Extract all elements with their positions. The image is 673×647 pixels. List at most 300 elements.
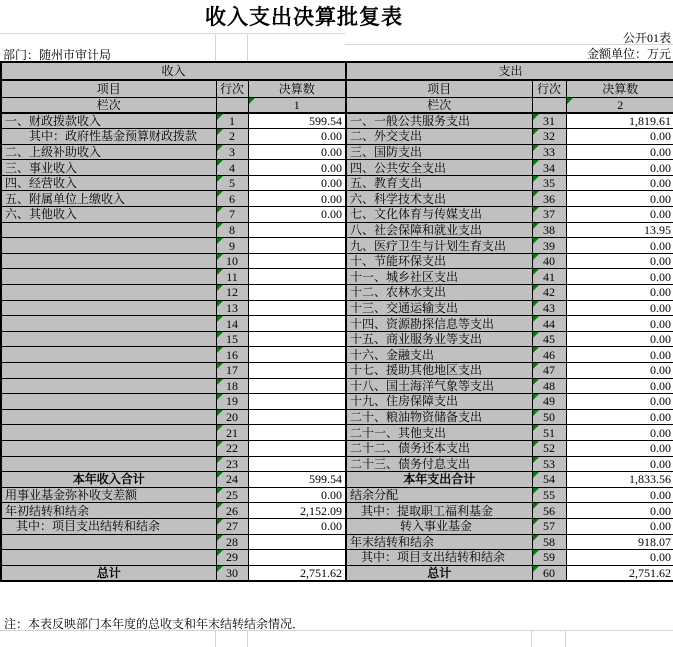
expense-value-cell[interactable]: 0.00 [566, 440, 673, 456]
income-lanci-blank[interactable] [216, 98, 248, 114]
table-row [1, 472, 673, 488]
income-item-cell[interactable] [1, 394, 216, 410]
income-item-cell[interactable]: 总计 [1, 565, 216, 581]
expense-value-cell[interactable]: 0.00 [566, 550, 673, 566]
error-indicator-icon [533, 488, 539, 494]
income-item-cell[interactable]: 用事业基金弥补收支差额 [1, 487, 216, 503]
expense-item-cell[interactable]: 十五、商业服务业等支出 [346, 331, 532, 347]
expense-rowno-cell[interactable]: 55 [532, 487, 566, 503]
table-row [1, 160, 673, 176]
income-item-cell[interactable] [1, 409, 216, 425]
income-item-cell[interactable]: 二、上级补助收入 [1, 144, 216, 160]
table-row [1, 191, 673, 207]
income-value-cell[interactable]: 0.00 [248, 191, 346, 207]
expense-value-cell[interactable]: 0.00 [566, 425, 673, 441]
error-indicator-icon [533, 363, 539, 369]
income-value-cell[interactable] [248, 440, 346, 456]
table-row [1, 316, 673, 332]
expense-item-cell[interactable]: 二十三、债务付息支出 [346, 456, 532, 472]
income-item-cell[interactable] [1, 378, 216, 394]
expense-rowno-cell[interactable]: 32 [532, 129, 566, 145]
income-rowno-cell[interactable]: 21 [216, 425, 248, 441]
expense-value-cell[interactable]: 0.00 [566, 160, 673, 176]
expense-rowno-cell[interactable]: 37 [532, 207, 566, 223]
expense-item-cell[interactable]: 九、医疗卫生与计划生育支出 [346, 238, 532, 254]
income-item-cell[interactable] [1, 253, 216, 269]
error-indicator-icon [217, 129, 223, 135]
income-rowno-cell[interactable]: 9 [216, 238, 248, 254]
error-indicator-icon [217, 363, 223, 369]
error-indicator-icon [217, 176, 223, 182]
income-rowno-cell[interactable]: 28 [216, 534, 248, 550]
expense-rowno-cell[interactable]: 48 [532, 378, 566, 394]
expense-item-cell[interactable]: 其中：提取职工福利基金 [346, 503, 532, 519]
table-row [1, 394, 673, 410]
table-head [1, 62, 673, 113]
unit-label: 金额单位：万元 [586, 47, 671, 61]
gridline [0, 33, 345, 34]
error-indicator-icon [217, 301, 223, 307]
gridline [531, 630, 532, 647]
income-rowno-cell[interactable]: 17 [216, 363, 248, 379]
error-indicator-icon [533, 301, 539, 307]
expense-item-cell[interactable]: 四、公共安全支出 [346, 160, 532, 176]
expense-rowno-cell[interactable]: 36 [532, 191, 566, 207]
expense-lanci-label[interactable]: 栏次 [346, 98, 532, 114]
expense-item-cell[interactable]: 二、外交支出 [346, 129, 532, 145]
error-indicator-icon [567, 98, 573, 104]
gridline [565, 630, 566, 647]
income-rowno-cell[interactable]: 4 [216, 160, 248, 176]
income-value-cell[interactable] [248, 378, 346, 394]
income-value-cell[interactable] [248, 222, 346, 238]
income-rowno-cell[interactable]: 6 [216, 191, 248, 207]
income-value-cell[interactable]: 0.00 [248, 175, 346, 191]
expense-rowno-cell[interactable]: 40 [532, 253, 566, 269]
income-value-cell[interactable] [248, 363, 346, 379]
error-indicator-icon [217, 457, 223, 463]
income-value-cell[interactable] [248, 534, 346, 550]
table-row [1, 440, 673, 456]
income-item-cell[interactable] [1, 285, 216, 301]
income-rowno-cell[interactable]: 23 [216, 456, 248, 472]
error-indicator-icon [533, 425, 539, 431]
expense-value-cell[interactable]: 0.00 [566, 487, 673, 503]
error-indicator-icon [217, 223, 223, 229]
error-indicator-icon [217, 316, 223, 322]
expense-item-cell[interactable]: 六、科学技术支出 [346, 191, 532, 207]
error-indicator-icon [217, 191, 223, 197]
expense-value-cell[interactable]: 0.00 [566, 456, 673, 472]
income-rowno-cell[interactable]: 14 [216, 316, 248, 332]
expense-item-cell[interactable]: 一、一般公共服务支出 [346, 113, 532, 129]
error-indicator-icon [533, 176, 539, 182]
income-rowno-cell[interactable]: 7 [216, 207, 248, 223]
table-row [1, 518, 673, 534]
table-row [1, 363, 673, 379]
income-rowno-cell[interactable]: 3 [216, 144, 248, 160]
income-rowno-cell[interactable]: 8 [216, 222, 248, 238]
expense-rowno-cell[interactable]: 44 [532, 316, 566, 332]
error-indicator-icon [217, 550, 223, 556]
error-indicator-icon [533, 238, 539, 244]
expense-value-cell[interactable]: 0.00 [566, 175, 673, 191]
expense-item-cell[interactable]: 十六、金融支出 [346, 347, 532, 363]
error-indicator-icon [217, 566, 223, 572]
income-item-cell[interactable] [1, 331, 216, 347]
expense-rowno-cell[interactable]: 35 [532, 175, 566, 191]
income-item-cell[interactable]: 四、经营收入 [1, 175, 216, 191]
expense-rowno-cell[interactable]: 39 [532, 238, 566, 254]
income-rowno-cell[interactable]: 30 [216, 565, 248, 581]
expense-value-cell[interactable]: 0.00 [566, 316, 673, 332]
income-item-cell[interactable] [1, 269, 216, 285]
error-indicator-icon [533, 145, 539, 151]
error-indicator-icon [533, 160, 539, 166]
table-row [1, 207, 673, 223]
column-header-row [1, 80, 673, 98]
income-item-cell[interactable]: 三、事业收入 [1, 160, 216, 176]
income-value-cell[interactable] [248, 550, 346, 566]
income-item-cell[interactable] [1, 456, 216, 472]
table-row [1, 550, 673, 566]
expense-rowno-cell[interactable]: 34 [532, 160, 566, 176]
error-indicator-icon [533, 129, 539, 135]
income-item-cell[interactable]: 五、附属单位上缴收入 [1, 191, 216, 207]
error-indicator-icon [533, 410, 539, 416]
expense-rowno-cell[interactable]: 46 [532, 347, 566, 363]
expense-item-cell[interactable]: 二十、粮油物资储备支出 [346, 409, 532, 425]
expense-rowno-cell[interactable]: 38 [532, 222, 566, 238]
table-row [1, 129, 673, 145]
expense-item-cell[interactable]: 十七、援助其他地区支出 [346, 363, 532, 379]
expense-item-cell[interactable]: 八、社会保障和就业支出 [346, 222, 532, 238]
expense-value-cell[interactable]: 0.00 [566, 503, 673, 519]
table-row [1, 425, 673, 441]
income-value-cell[interactable] [248, 347, 346, 363]
income-rowno-cell[interactable]: 29 [216, 550, 248, 566]
table-row [1, 144, 673, 160]
income-item-cell[interactable]: 年初结转和结余 [1, 503, 216, 519]
income-item-cell[interactable] [1, 363, 216, 379]
expense-item-cell[interactable]: 十二、农林水支出 [346, 285, 532, 301]
error-indicator-icon [533, 347, 539, 353]
income-value-cell[interactable] [248, 331, 346, 347]
expense-rowno-cell[interactable]: 50 [532, 409, 566, 425]
gridline [247, 33, 248, 61]
income-rowno-header[interactable]: 行次 [216, 80, 248, 98]
expense-item-header[interactable]: 项目 [346, 80, 532, 98]
expense-rowno-cell[interactable]: 49 [532, 394, 566, 410]
expense-value-cell[interactable]: 0.00 [566, 129, 673, 145]
expense-item-cell[interactable]: 本年支出合计 [346, 472, 532, 488]
expense-item-cell[interactable]: 年末结转和结余 [346, 534, 532, 550]
error-indicator-icon [217, 472, 223, 478]
expense-value-cell[interactable]: 0.00 [566, 409, 673, 425]
income-rowno-cell[interactable]: 2 [216, 129, 248, 145]
expense-rowno-header[interactable]: 行次 [532, 80, 566, 98]
income-value-cell[interactable] [248, 394, 346, 410]
expense-item-cell[interactable]: 十三、交通运输支出 [346, 300, 532, 316]
table-row [1, 300, 673, 316]
income-value-cell[interactable] [248, 456, 346, 472]
income-item-cell[interactable] [1, 440, 216, 456]
error-indicator-icon [533, 191, 539, 197]
income-value-cell[interactable]: 0.00 [248, 144, 346, 160]
expense-value-cell[interactable]: 2,751.62 [566, 565, 673, 581]
expense-value-cell[interactable]: 918.07 [566, 534, 673, 550]
income-item-cell[interactable]: 其中：政府性基金预算财政拨款 [1, 129, 216, 145]
income-item-header[interactable]: 项目 [1, 80, 216, 98]
income-item-cell[interactable]: 一、财政拨款收入 [1, 113, 216, 129]
expense-column-index: 2 [617, 98, 624, 112]
error-indicator-icon [533, 472, 539, 478]
expense-rowno-cell[interactable]: 42 [532, 285, 566, 301]
expense-value-cell[interactable]: 1,833.56 [566, 472, 673, 488]
expense-item-cell[interactable]: 其中：项目支出结转和结余 [346, 550, 532, 566]
error-indicator-icon [533, 223, 539, 229]
error-indicator-icon [217, 503, 223, 509]
error-indicator-icon [533, 441, 539, 447]
error-indicator-icon [217, 379, 223, 385]
sheet-title: 收入支出决算批复表 [205, 5, 403, 29]
expense-item-cell[interactable]: 十八、国土海洋气象等支出 [346, 378, 532, 394]
income-section-header[interactable]: 收入 [1, 62, 346, 80]
footnote: 注：本表反映部门本年度的总收支和年末结转结余情况． [4, 617, 305, 631]
error-indicator-icon [533, 254, 539, 260]
table-row [1, 222, 673, 238]
error-indicator-icon [217, 207, 223, 213]
income-item-cell[interactable] [1, 300, 216, 316]
expense-rowno-cell[interactable]: 57 [532, 518, 566, 534]
income-value-cell[interactable]: 0.00 [248, 207, 346, 223]
expense-value-cell[interactable]: 0.00 [566, 363, 673, 379]
error-indicator-icon [217, 332, 223, 338]
income-rowno-cell[interactable]: 24 [216, 472, 248, 488]
income-item-cell[interactable] [1, 425, 216, 441]
expense-value-cell[interactable]: 0.00 [566, 253, 673, 269]
expense-value-cell[interactable]: 0.00 [566, 191, 673, 207]
expense-lanci-blank[interactable] [532, 98, 566, 114]
income-value-cell[interactable] [248, 300, 346, 316]
income-item-cell[interactable] [1, 534, 216, 550]
budget-table [0, 61, 673, 582]
expense-rowno-cell[interactable]: 54 [532, 472, 566, 488]
table-row [1, 503, 673, 519]
income-value-cell[interactable]: 0.00 [248, 487, 346, 503]
income-rowno-cell[interactable]: 10 [216, 253, 248, 269]
error-indicator-icon [217, 535, 223, 541]
expense-rowno-cell[interactable]: 33 [532, 144, 566, 160]
error-indicator-icon [217, 394, 223, 400]
income-item-cell[interactable] [1, 238, 216, 254]
expense-item-cell[interactable]: 结余分配 [346, 487, 532, 503]
income-value-cell[interactable]: 2,152.09 [248, 503, 346, 519]
expense-rowno-cell[interactable]: 31 [532, 113, 566, 129]
expense-value-cell[interactable]: 0.00 [566, 285, 673, 301]
error-indicator-icon [533, 519, 539, 525]
error-indicator-icon [217, 238, 223, 244]
income-value-cell[interactable] [248, 285, 346, 301]
error-indicator-icon [217, 254, 223, 260]
income-value-cell[interactable] [248, 425, 346, 441]
expense-rowno-cell[interactable]: 51 [532, 425, 566, 441]
expense-value-cell[interactable]: 0.00 [566, 331, 673, 347]
income-value-cell[interactable]: 2,751.62 [248, 565, 346, 581]
expense-value-cell[interactable]: 13.95 [566, 222, 673, 238]
error-indicator-icon [533, 566, 539, 572]
income-rowno-cell[interactable]: 13 [216, 300, 248, 316]
income-value-cell[interactable]: 0.00 [248, 160, 346, 176]
expense-item-cell[interactable]: 转入事业基金 [346, 518, 532, 534]
expense-item-cell[interactable]: 十一、城乡社区支出 [346, 269, 532, 285]
table-code-label: 公开01表 [622, 31, 671, 45]
error-indicator-icon [217, 269, 223, 275]
expense-item-cell[interactable]: 十四、资源勘探信息等支出 [346, 316, 532, 332]
income-rowno-cell[interactable]: 15 [216, 331, 248, 347]
expense-item-cell[interactable]: 七、文化体育与传媒支出 [346, 207, 532, 223]
income-column-index-cell[interactable] [248, 98, 346, 114]
expense-amount-header[interactable]: 决算数 [566, 80, 673, 98]
expense-value-cell[interactable]: 0.00 [566, 269, 673, 285]
table-row [1, 285, 673, 301]
error-indicator-icon [533, 550, 539, 556]
expense-item-cell[interactable]: 十、节能环保支出 [346, 253, 532, 269]
income-value-cell[interactable]: 599.54 [248, 472, 346, 488]
income-item-cell[interactable] [1, 550, 216, 566]
expense-item-cell[interactable]: 三、国防支出 [346, 144, 532, 160]
expense-rowno-cell[interactable]: 47 [532, 363, 566, 379]
income-item-cell[interactable]: 本年收入合计 [1, 472, 216, 488]
table-row [1, 565, 673, 581]
expense-section-header[interactable]: 支出 [346, 62, 673, 80]
expense-rowno-cell[interactable]: 52 [532, 440, 566, 456]
income-value-cell[interactable]: 0.00 [248, 518, 346, 534]
error-indicator-icon [217, 114, 223, 120]
expense-rowno-cell[interactable]: 41 [532, 269, 566, 285]
gridline [215, 630, 216, 647]
income-rowno-cell[interactable]: 16 [216, 347, 248, 363]
expense-item-cell[interactable]: 总计 [346, 565, 532, 581]
income-rowno-cell[interactable]: 18 [216, 378, 248, 394]
income-lanci-label[interactable]: 栏次 [1, 98, 216, 114]
income-rowno-cell[interactable]: 27 [216, 518, 248, 534]
income-value-cell[interactable]: 599.54 [248, 113, 346, 129]
income-rowno-cell[interactable]: 26 [216, 503, 248, 519]
income-rowno-cell[interactable]: 5 [216, 175, 248, 191]
income-item-cell[interactable] [1, 347, 216, 363]
expense-item-cell[interactable]: 十九、住房保障支出 [346, 394, 532, 410]
error-indicator-icon [217, 441, 223, 447]
expense-value-cell[interactable]: 0.00 [566, 300, 673, 316]
income-value-cell[interactable] [248, 253, 346, 269]
expense-rowno-cell[interactable]: 45 [532, 331, 566, 347]
expense-value-cell[interactable]: 0.00 [566, 347, 673, 363]
expense-rowno-cell[interactable]: 56 [532, 503, 566, 519]
table-row [1, 253, 673, 269]
income-item-cell[interactable] [1, 222, 216, 238]
error-indicator-icon [533, 332, 539, 338]
expense-rowno-cell[interactable]: 53 [532, 456, 566, 472]
table-row [1, 331, 673, 347]
error-indicator-icon [533, 379, 539, 385]
expense-value-cell[interactable]: 0.00 [566, 394, 673, 410]
expense-item-cell[interactable]: 五、教育支出 [346, 175, 532, 191]
expense-value-cell[interactable]: 0.00 [566, 144, 673, 160]
table-row [1, 456, 673, 472]
expense-value-cell[interactable]: 0.00 [566, 238, 673, 254]
error-indicator-icon [533, 503, 539, 509]
income-item-cell[interactable]: 其中：项目支出结转和结余 [1, 518, 216, 534]
income-value-cell[interactable] [248, 409, 346, 425]
income-value-cell[interactable]: 0.00 [248, 129, 346, 145]
expense-item-cell[interactable]: 二十二、债务还本支出 [346, 440, 532, 456]
error-indicator-icon [533, 207, 539, 213]
error-indicator-icon [533, 535, 539, 541]
expense-rowno-cell[interactable]: 43 [532, 300, 566, 316]
income-rowno-cell[interactable]: 22 [216, 440, 248, 456]
income-item-cell[interactable]: 六、其他收入 [1, 207, 216, 223]
table-body [1, 113, 673, 581]
table-row [1, 113, 673, 129]
error-indicator-icon [533, 457, 539, 463]
income-rowno-cell[interactable]: 20 [216, 409, 248, 425]
expense-item-cell[interactable]: 二十一、其他支出 [346, 425, 532, 441]
gridline [247, 630, 248, 647]
error-indicator-icon [217, 160, 223, 166]
income-value-cell[interactable] [248, 269, 346, 285]
section-header-row [1, 62, 673, 80]
expense-rowno-cell[interactable]: 59 [532, 550, 566, 566]
error-indicator-icon [217, 347, 223, 353]
error-indicator-icon [533, 114, 539, 120]
table-row [1, 378, 673, 394]
income-rowno-cell[interactable]: 25 [216, 487, 248, 503]
income-rowno-cell[interactable]: 1 [216, 113, 248, 129]
income-rowno-cell[interactable]: 12 [216, 285, 248, 301]
department-label: 部门：随州市审计局 [3, 48, 112, 62]
income-value-cell[interactable] [248, 316, 346, 332]
gridline [215, 33, 216, 61]
error-indicator-icon [217, 488, 223, 494]
expense-value-cell[interactable]: 0.00 [566, 518, 673, 534]
error-indicator-icon [533, 269, 539, 275]
error-indicator-icon [217, 425, 223, 431]
expense-rowno-cell[interactable]: 60 [532, 565, 566, 581]
error-indicator-icon [249, 98, 255, 104]
error-indicator-icon [217, 285, 223, 291]
error-indicator-icon [533, 316, 539, 322]
error-indicator-icon [533, 285, 539, 291]
column-index-row [1, 98, 673, 114]
table-row [1, 409, 673, 425]
income-amount-header[interactable]: 决算数 [248, 80, 346, 98]
expense-value-cell[interactable]: 1,819.61 [566, 113, 673, 129]
expense-column-index-cell[interactable] [566, 98, 673, 114]
income-rowno-cell[interactable]: 19 [216, 394, 248, 410]
table-row [1, 175, 673, 191]
income-rowno-cell[interactable]: 11 [216, 269, 248, 285]
table-row [1, 269, 673, 285]
income-item-cell[interactable] [1, 316, 216, 332]
expense-value-cell[interactable]: 0.00 [566, 207, 673, 223]
expense-value-cell[interactable]: 0.00 [566, 378, 673, 394]
income-column-index: 1 [293, 98, 300, 112]
table-row [1, 347, 673, 363]
income-value-cell[interactable] [248, 238, 346, 254]
expense-rowno-cell[interactable]: 58 [532, 534, 566, 550]
error-indicator-icon [217, 145, 223, 151]
